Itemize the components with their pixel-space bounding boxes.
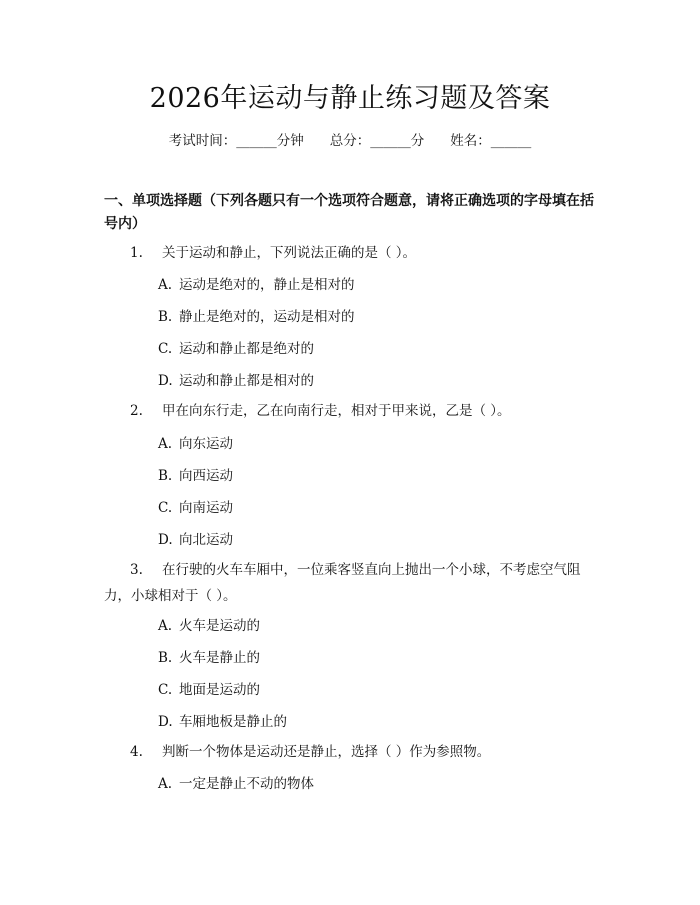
question-text: 判断一个物体是运动还是静止，选择（ ）作为参照物。 bbox=[162, 744, 491, 760]
section-heading: 一、单项选择题（下列各题只有一个选项符合题意，请将正确选项的字母填在括号内） bbox=[104, 193, 594, 232]
question-text: 关于运动和静止，下列说法正确的是（ ）。 bbox=[162, 245, 417, 261]
option-letter: A. bbox=[158, 277, 173, 293]
option-letter: D. bbox=[158, 373, 173, 389]
option-text: 车厢地板是静止的 bbox=[179, 714, 287, 730]
option-letter: D. bbox=[158, 714, 173, 730]
option-letter: B. bbox=[158, 650, 173, 666]
option-text: 运动是绝对的，静止是相对的 bbox=[179, 277, 355, 293]
question-4-option-a bbox=[158, 775, 314, 793]
option-text: 火车是运动的 bbox=[179, 618, 260, 634]
option-text: 一定是静止不动的物体 bbox=[179, 776, 314, 792]
question-2-option-d bbox=[158, 531, 233, 549]
option-text: 向西运动 bbox=[179, 468, 233, 484]
option-letter: A. bbox=[158, 618, 173, 634]
question-2 bbox=[104, 398, 604, 424]
question-text: 甲在向东行走，乙在向南行走，相对于甲来说，乙是（ ）。 bbox=[162, 403, 511, 419]
student-name-field: 姓名：______ bbox=[450, 133, 532, 149]
option-text: 地面是运动的 bbox=[179, 682, 260, 698]
option-text: 运动和静止都是绝对的 bbox=[179, 341, 314, 357]
option-text: 火车是静止的 bbox=[179, 650, 260, 666]
option-letter: B. bbox=[158, 309, 173, 325]
question-number: 2. bbox=[130, 403, 143, 419]
question-number: 4. bbox=[130, 744, 143, 760]
option-letter: C. bbox=[158, 682, 173, 698]
question-1-option-b bbox=[158, 308, 355, 326]
question-3 bbox=[104, 557, 604, 609]
option-text: 运动和静止都是相对的 bbox=[179, 373, 314, 389]
option-text: 静止是绝对的，运动是相对的 bbox=[179, 309, 355, 325]
option-letter: A. bbox=[158, 776, 173, 792]
question-2-option-b bbox=[158, 467, 233, 485]
document-title: 2026年运动与静止练习题及答案 bbox=[149, 83, 551, 114]
question-text: 在行驶的火车车厢中，一位乘客竖直向上抛出一个小球，不考虑空气阻力，小球相对于（ ）。 bbox=[104, 562, 581, 604]
question-1-option-a bbox=[158, 276, 355, 294]
question-2-option-a bbox=[158, 435, 233, 453]
question-3-option-b bbox=[158, 649, 260, 667]
question-3-option-c bbox=[158, 681, 260, 699]
question-3-option-a bbox=[158, 617, 260, 635]
question-2-option-c bbox=[158, 499, 233, 517]
option-letter: A. bbox=[158, 436, 173, 452]
question-4 bbox=[104, 739, 604, 765]
total-score-field: 总分：______分 bbox=[329, 133, 425, 149]
option-letter: B. bbox=[158, 468, 173, 484]
option-letter: C. bbox=[158, 500, 173, 516]
question-1 bbox=[104, 240, 604, 266]
option-letter: D. bbox=[158, 532, 173, 548]
exam-meta-line bbox=[0, 132, 700, 150]
option-text: 向南运动 bbox=[179, 500, 233, 516]
option-letter: C. bbox=[158, 341, 173, 357]
question-number: 3. bbox=[130, 562, 143, 578]
option-text: 向北运动 bbox=[179, 532, 233, 548]
question-number: 1. bbox=[130, 245, 143, 261]
question-1-option-c bbox=[158, 340, 314, 358]
option-text: 向东运动 bbox=[179, 436, 233, 452]
question-3-option-d bbox=[158, 713, 287, 731]
exam-time-field: 考试时间：______分钟 bbox=[168, 133, 304, 149]
question-1-option-d bbox=[158, 372, 314, 390]
